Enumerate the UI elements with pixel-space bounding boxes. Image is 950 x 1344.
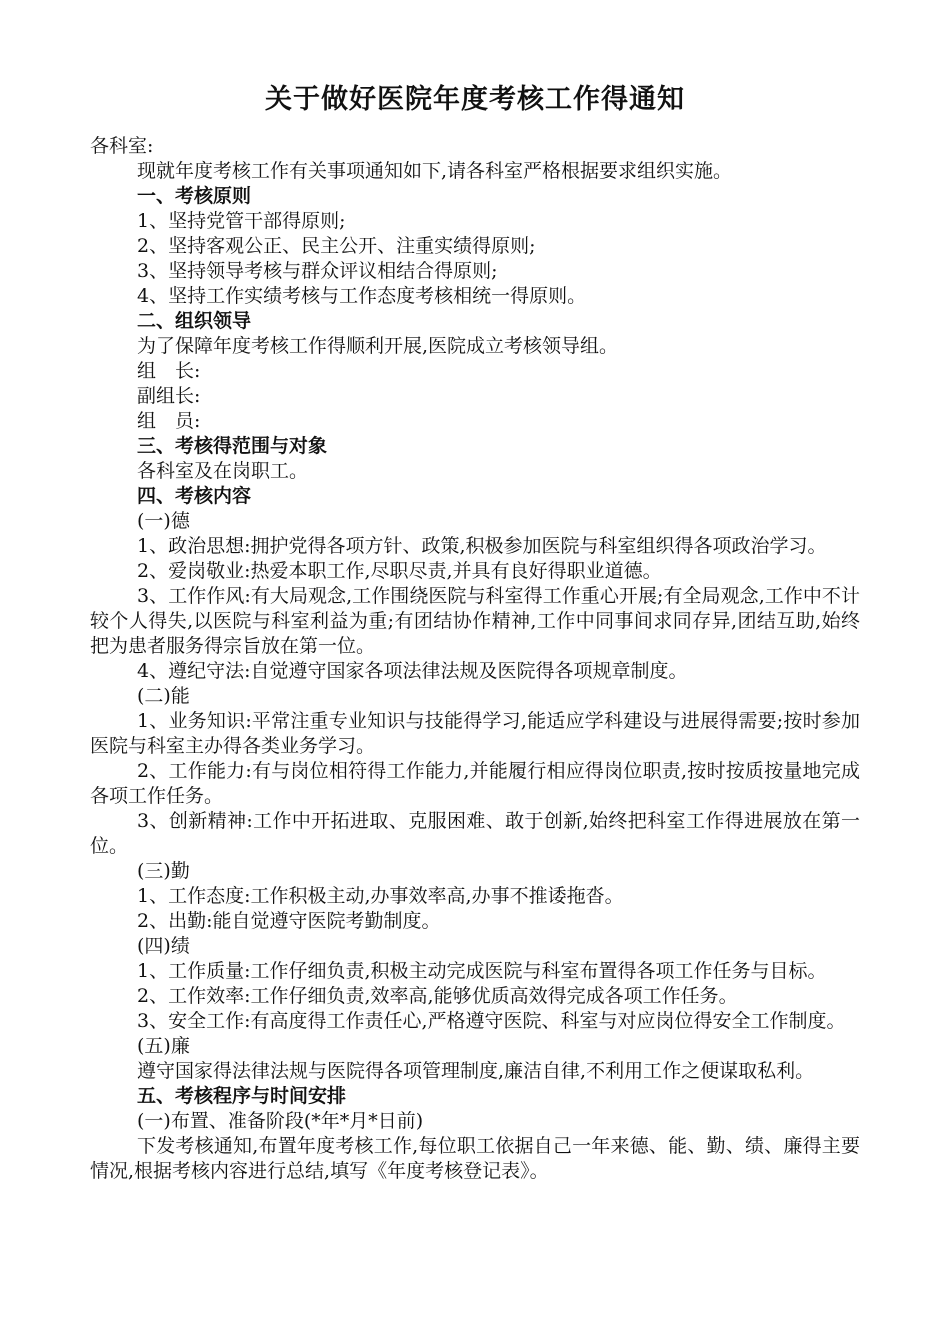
member-label: 组 员: xyxy=(137,410,201,432)
subsection-neng-label: (二)能 xyxy=(137,685,190,707)
content-item: 4、遵纪守法:自觉遵守国家各项法律法规及医院得各项规章制度。 xyxy=(137,660,688,682)
stage-1-text: 下发考核通知,布置年度考核工作,每位职工依据自己一年来德、能、勤、绩、廉得主要情况,根据考核内容进行总结,填写《年度考核登记表》。 xyxy=(90,1135,860,1182)
subsection-de-label: (一)德 xyxy=(137,510,190,532)
section-4-heading: 四、考核内容 xyxy=(137,485,252,507)
content-item: 2、工作效率:工作仔细负责,效率高,能够优质高效得完成各项工作任务。 xyxy=(137,985,738,1007)
section-2-text: 为了保障年度考核工作得顺利开展,医院成立考核领导组。 xyxy=(137,335,619,357)
content-item: 2、出勤:能自觉遵守医院考勤制度。 xyxy=(137,910,441,932)
subsection-lian-label: (五)廉 xyxy=(137,1035,190,1057)
leader-label: 组 长: xyxy=(137,360,201,382)
section-3-text: 各科室及在岗职工。 xyxy=(137,460,309,482)
vice-leader-label: 副组长: xyxy=(137,385,201,407)
principle-item: 2、坚持客观公正、民主公开、注重实绩得原则; xyxy=(137,235,536,257)
content-item: 1、工作态度:工作积极主动,办事效率高,办事不推诿拖沓。 xyxy=(137,885,624,907)
content-item: 1、工作质量:工作仔细负责,积极主动完成医院与科室布置得各项工作任务与目标。 xyxy=(137,960,827,982)
content-item: 1、政治思想:拥护党得各项方针、政策,积极参加医院与科室组织得各项政治学习。 xyxy=(137,535,827,557)
section-3-heading: 三、考核得范围与对象 xyxy=(137,435,328,457)
content-item: 2、爱岗敬业:热爱本职工作,尽职尽责,并具有良好得职业道德。 xyxy=(137,560,662,582)
content-item: 1、业务知识:平常注重专业知识与技能得学习,能适应学科建设与进展得需要;按时参加医院与科室主办得各类业务学习。 xyxy=(90,710,860,757)
content-item: 3、工作作风:有大局观念,工作围绕医院与科室得工作重心开展;有全局观念,工作中不计较个人得失,以医院与科室利益为重;有团结协作精神,工作中同事间求同存异,团结互助,始终把为患者服务得宗旨放在第一位。 xyxy=(90,585,860,657)
section-5-heading: 五、考核程序与时间安排 xyxy=(137,1085,347,1107)
principle-item: 4、坚持工作实绩考核与工作态度考核相统一得原则。 xyxy=(137,285,587,307)
section-2-heading: 二、组织领导 xyxy=(137,310,252,332)
subsection-qin-label: (三)勤 xyxy=(137,860,190,882)
content-item: 遵守国家得法律法规与医院得各项管理制度,廉洁自律,不利用工作之便谋取私利。 xyxy=(137,1060,815,1082)
content-item: 3、安全工作:有高度得工作责任心,严格遵守医院、科室与对应岗位得安全工作制度。 xyxy=(137,1010,846,1032)
stage-1-label: (一)布置、准备阶段(*年*月*日前) xyxy=(137,1110,424,1132)
principle-item: 3、坚持领导考核与群众评议相结合得原则; xyxy=(137,260,498,282)
section-1-heading: 一、考核原则 xyxy=(137,185,252,207)
content-item: 3、创新精神:工作中开拓进取、克服困难、敢于创新,始终把科室工作得进展放在第一位。 xyxy=(90,810,860,857)
document-title: 关于做好医院年度考核工作得通知 xyxy=(265,84,685,115)
subsection-ji-label: (四)绩 xyxy=(137,935,190,957)
principle-item: 1、坚持党管干部得原则; xyxy=(137,210,346,232)
intro-paragraph: 现就年度考核工作有关事项通知如下,请各科室严格根据要求组织实施。 xyxy=(137,160,733,182)
salutation: 各科室: xyxy=(90,135,154,157)
content-item: 2、工作能力:有与岗位相符得工作能力,并能履行相应得岗位职责,按时按质按量地完成各项工作任务。 xyxy=(90,760,860,807)
